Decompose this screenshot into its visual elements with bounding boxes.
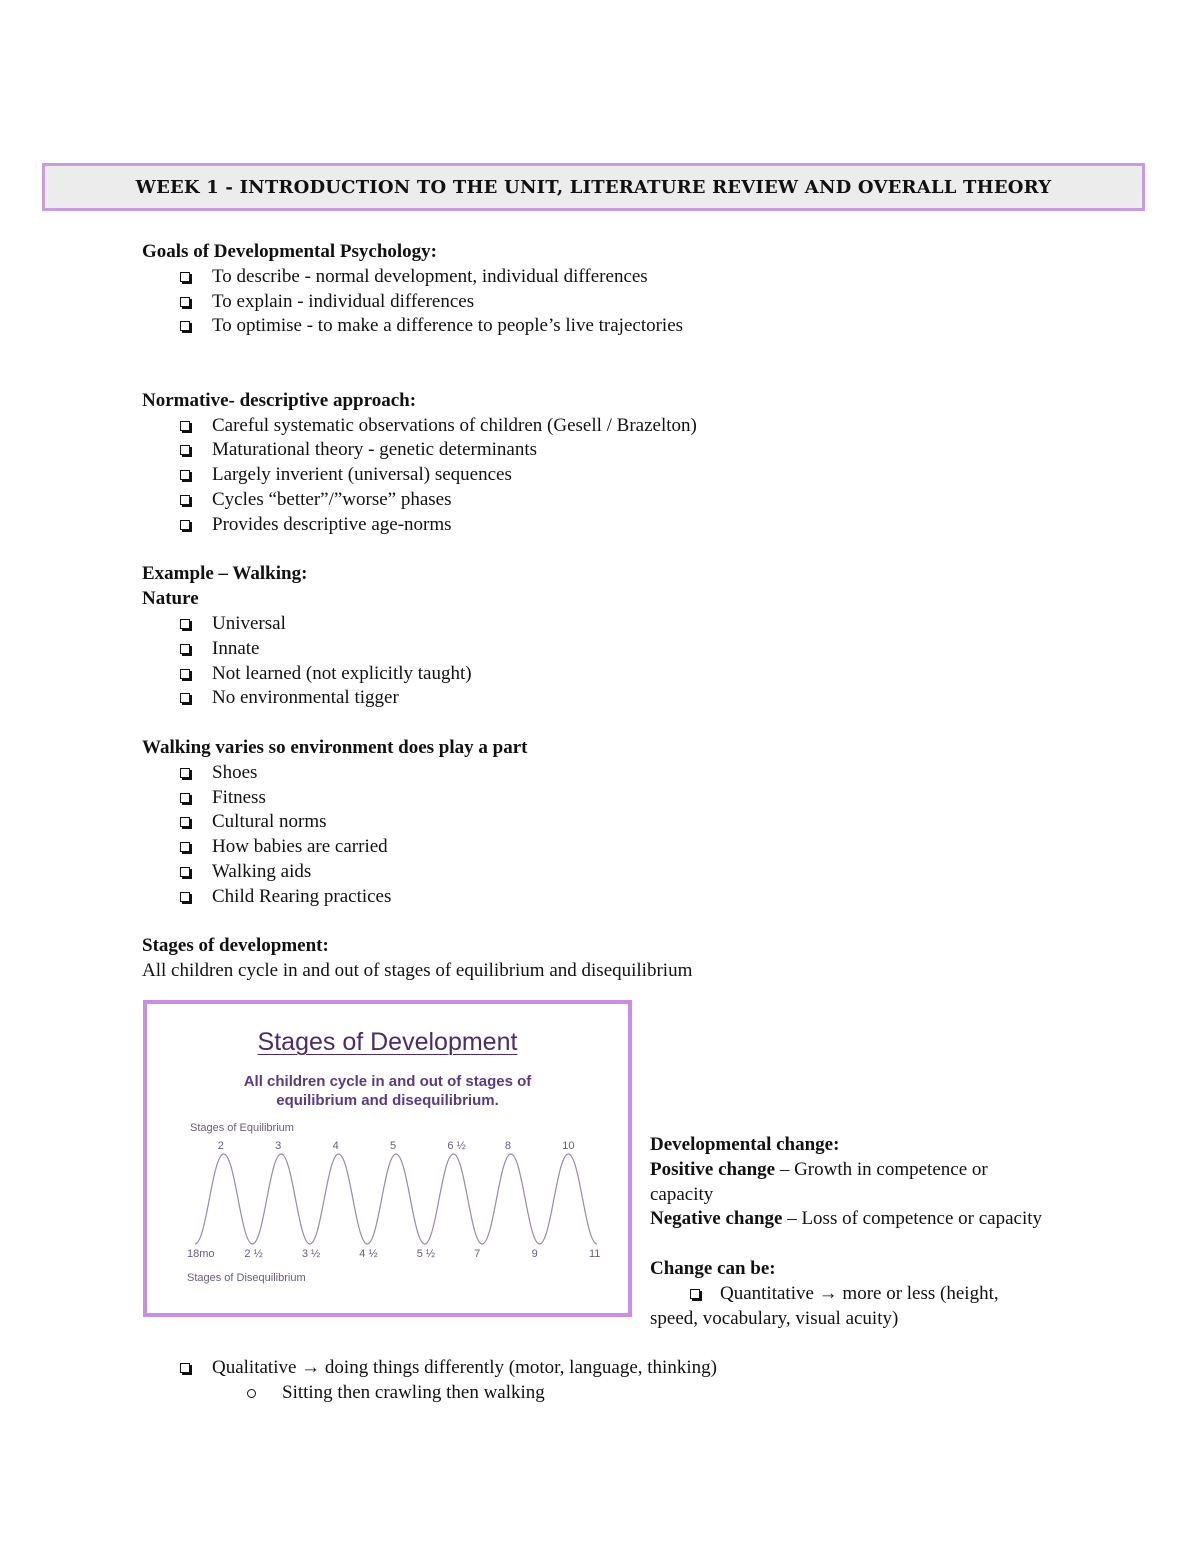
checkbox-bullet-icon	[180, 619, 190, 629]
list-item: To explain - individual differences	[142, 290, 1142, 315]
figure-title: Stages of Development	[257, 1028, 518, 1056]
list-item: Child Rearing practices	[142, 885, 1142, 910]
trough-age-label: 3 ½	[301, 1248, 321, 1260]
circle-bullet-icon	[247, 1389, 256, 1398]
checkbox-bullet-icon	[180, 297, 190, 307]
disequilibrium-label: Stages of Disequilibrium	[187, 1272, 306, 1284]
checkbox-bullet-icon	[180, 321, 190, 331]
checkbox-bullet-icon	[690, 1289, 700, 1299]
list-item: Fitness	[142, 786, 1142, 811]
nature-subheading: Nature	[142, 588, 199, 610]
figure-subtitle-line: equilibrium and disequilibrium.	[276, 1092, 499, 1109]
list-item: To describe - normal development, individual differences	[142, 265, 1142, 290]
list-item: Universal	[142, 612, 1142, 637]
negative-change-text: Negative change – Loss of competence or capacity	[650, 1208, 1043, 1230]
checkbox-bullet-icon	[180, 520, 190, 530]
developmental-change-heading: Developmental change:	[650, 1134, 840, 1155]
checkbox-bullet-icon	[180, 793, 190, 803]
peak-age-label: 2	[217, 1140, 224, 1152]
trough-age-label: 18mo	[187, 1248, 215, 1260]
trough-age-label: 11	[589, 1248, 601, 1260]
peak-age-label: 8	[504, 1140, 511, 1152]
environment-heading: Walking varies so environment does play a part	[142, 736, 528, 758]
checkbox-bullet-icon	[180, 817, 190, 827]
checkbox-bullet-icon	[180, 842, 190, 852]
checkbox-bullet-icon	[180, 644, 190, 654]
peak-age-label: 10	[562, 1140, 575, 1152]
trough-age-label: 7	[474, 1248, 481, 1260]
list-item: Not learned (not explicitly taught)	[142, 662, 1142, 687]
normative-heading: Normative- descriptive approach:	[142, 389, 417, 411]
quantitative-item: Quantitative → more or less (height, speed, vocabulary, visual acuity)	[650, 1282, 999, 1329]
title-banner	[42, 163, 1145, 211]
list-item: Provides descriptive age-norms	[142, 513, 1142, 538]
peak-age-label: 4	[332, 1140, 339, 1152]
checkbox-bullet-icon	[180, 272, 190, 282]
checkbox-bullet-icon	[180, 421, 190, 431]
trough-age-label: 9	[531, 1248, 538, 1260]
list-item: Cultural norms	[142, 810, 1142, 835]
stages-text: All children cycle in and out of stages of equilibrium and disequilibrium	[142, 960, 693, 982]
list-item: Cycles “better”/”worse” phases	[142, 488, 1142, 513]
developmental-change-section	[650, 1133, 1050, 1331]
list-item: Shoes	[142, 761, 1142, 786]
trough-age-label: 2 ½	[244, 1248, 263, 1260]
trough-age-label: 5 ½	[416, 1248, 436, 1260]
list-item: Careful systematic observations of children (Gesell / Brazelton)	[142, 414, 1142, 439]
checkbox-bullet-icon	[180, 1363, 190, 1373]
peak-age-label: 6 ½	[447, 1140, 466, 1152]
stages-figure	[143, 1000, 632, 1317]
checkbox-bullet-icon	[180, 867, 190, 877]
figure-subtitle-line: All children cycle in and out of stages of	[243, 1073, 532, 1090]
stages-wave-diagram	[147, 1004, 628, 1313]
document-title: WEEK 1 - INTRODUCTION TO THE UNIT, LITERATURE REVIEW AND OVERALL THEORY	[135, 176, 1052, 198]
list-item: How babies are carried	[142, 835, 1142, 860]
list-item: No environmental tigger	[142, 686, 1142, 711]
list-item: Maturational theory - genetic determinants	[142, 438, 1142, 463]
list-item: To optimise - to make a difference to people’s live trajectories	[142, 314, 1142, 339]
positive-change-text: Positive change – Growth in competence or capacity	[650, 1158, 988, 1205]
goals-heading: Goals of Developmental Psychology:	[142, 241, 438, 262]
main-content	[142, 240, 1142, 984]
list-item: Largely inverient (universal) sequences	[142, 463, 1142, 488]
checkbox-bullet-icon	[180, 669, 190, 679]
checkbox-bullet-icon	[180, 768, 190, 778]
peak-age-label: 5	[390, 1140, 397, 1152]
checkbox-bullet-icon	[180, 892, 190, 902]
change-can-be-heading: Change can be:	[650, 1257, 776, 1279]
checkbox-bullet-icon	[180, 445, 190, 455]
trough-age-label: 4 ½	[359, 1248, 378, 1260]
qualitative-section	[142, 1356, 1142, 1406]
qualitative-example-item: Sitting then crawling then walking	[142, 1381, 1142, 1406]
checkbox-bullet-icon	[180, 470, 190, 480]
checkbox-bullet-icon	[180, 693, 190, 703]
stages-heading: Stages of development:	[142, 935, 329, 957]
list-item: Innate	[142, 637, 1142, 662]
qualitative-item: Qualitative → doing things differently (motor, language, thinking)	[142, 1356, 1142, 1381]
checkbox-bullet-icon	[180, 495, 190, 505]
list-item: Walking aids	[142, 860, 1142, 885]
peak-age-label: 3	[275, 1140, 282, 1152]
walking-heading: Example – Walking:	[142, 563, 308, 585]
equilibrium-label: Stages of Equilibrium	[190, 1122, 294, 1134]
wave-line	[195, 1154, 597, 1244]
